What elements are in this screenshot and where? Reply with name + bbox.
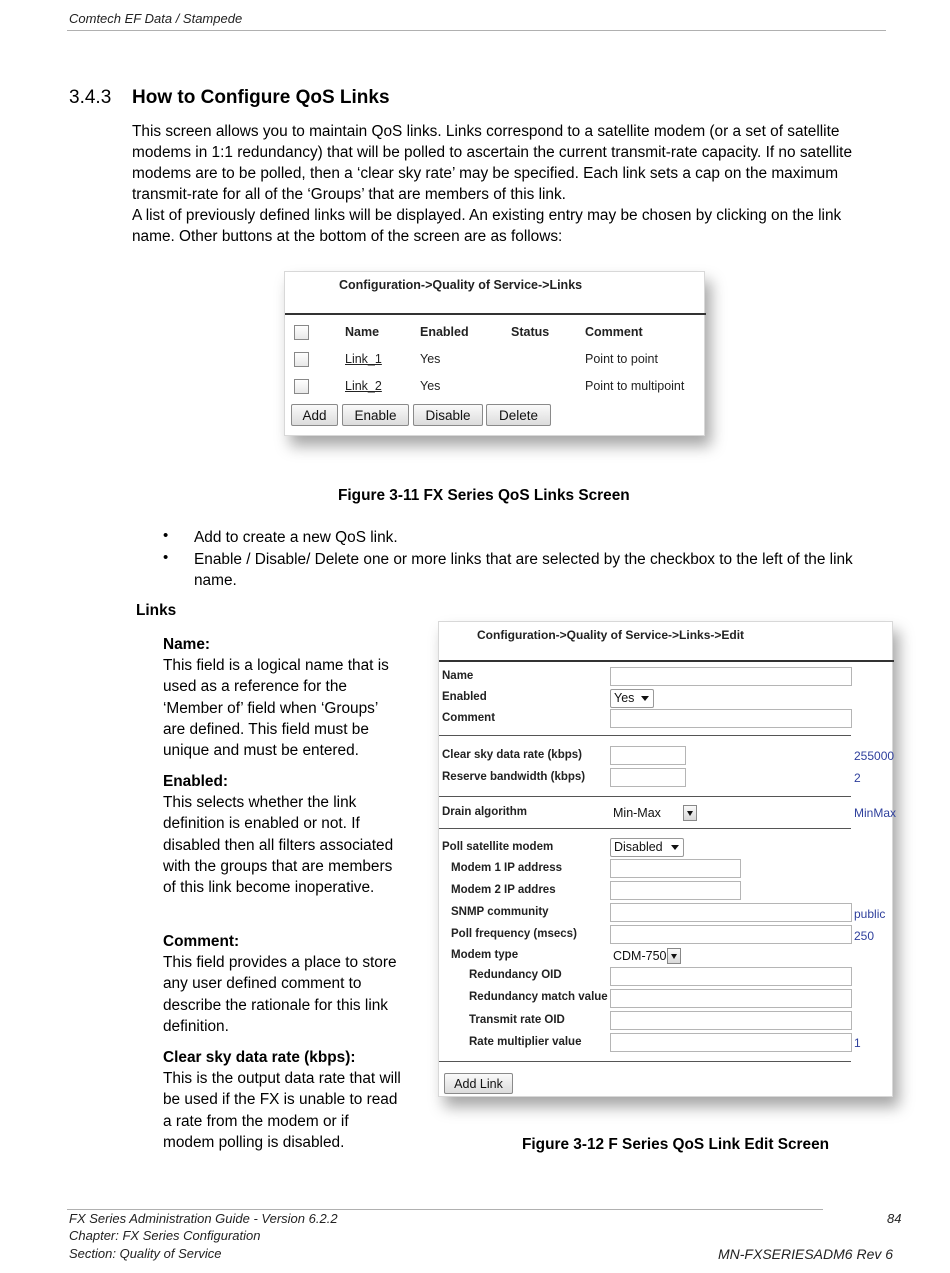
bullet-item: Add to create a new QoS link.	[194, 529, 398, 546]
add-button[interactable]: Add	[291, 404, 338, 426]
field-description-enabled	[163, 771, 403, 898]
column-header-enabled: Enabled	[420, 325, 469, 339]
red-oid-label: Redundancy OID	[469, 969, 562, 981]
qos-links-screenshot	[284, 271, 705, 436]
figure-caption: Figure 3-12 F Series QoS Link Edit Screen	[522, 1136, 830, 1153]
poll-freq-input[interactable]	[610, 925, 852, 944]
column-header-status: Status	[511, 325, 550, 339]
enable-button[interactable]: Enable	[342, 404, 409, 426]
select-all-checkbox[interactable]	[294, 325, 309, 340]
red-match-input[interactable]	[610, 989, 852, 1008]
column-header-comment: Comment	[585, 325, 643, 339]
bullet-icon: •	[163, 527, 169, 544]
field-description-clear-sky	[163, 1047, 403, 1153]
divider	[439, 1061, 851, 1062]
chevron-down-icon	[641, 696, 649, 701]
enabled-select[interactable]	[610, 689, 654, 708]
field-desc: This is the output data rate that will be used if the FX is unable to read a rate from the modem or if modem polling is disabled.	[163, 1070, 401, 1151]
comment-input[interactable]	[610, 709, 852, 728]
snmp-default: public	[854, 907, 886, 921]
running-header: Comtech EF Data / Stampede	[69, 11, 243, 26]
link-enabled: Yes	[420, 352, 441, 366]
drain-default: MinMax	[854, 806, 897, 820]
link-name[interactable]: Link_1	[345, 352, 382, 366]
field-term: Clear sky data rate (kbps):	[163, 1049, 356, 1066]
poll-modem-select[interactable]	[610, 838, 684, 857]
tx-oid-label: Transmit rate OID	[469, 1014, 565, 1026]
link-comment: Point to multipoint	[585, 379, 685, 393]
drain-label: Drain algorithm	[442, 806, 527, 818]
field-term: Comment:	[163, 933, 240, 950]
header-divider	[67, 30, 886, 31]
footer-chapter: Chapter: FX Series Configuration	[69, 1228, 261, 1243]
page-number: 84	[887, 1211, 902, 1226]
field-desc: This field provides a place to store any user defined comment to describe the rationale for this link definition.	[163, 954, 397, 1035]
name-input[interactable]	[610, 667, 852, 686]
red-oid-input[interactable]	[610, 967, 852, 986]
field-term: Enabled:	[163, 773, 228, 790]
link-name[interactable]: Link_2	[345, 379, 382, 393]
snmp-label: SNMP community	[451, 906, 549, 918]
title-rule	[439, 660, 894, 662]
field-term: Name:	[163, 636, 211, 653]
reserve-bw-input[interactable]	[610, 768, 686, 787]
rate-mult-label: Rate multiplier value	[469, 1036, 582, 1048]
divider	[439, 735, 851, 736]
figure-caption: Figure 3-11 FX Series QoS Links Screen	[338, 487, 630, 504]
modem2-ip-label: Modem 2 IP addres	[451, 884, 556, 896]
footer-divider	[67, 1209, 823, 1210]
breadcrumb: Configuration->Quality of Service->Links	[339, 278, 583, 292]
snmp-input[interactable]	[610, 903, 852, 922]
footer-guide: FX Series Administration Guide - Version 6.2.2	[69, 1211, 338, 1226]
red-match-label: Redundancy match value	[469, 991, 608, 1003]
field-description-comment	[163, 931, 403, 1037]
modem-type-label: Modem type	[451, 949, 519, 961]
document-id: MN-FXSERIESADM6 Rev 6	[718, 1246, 894, 1262]
field-desc: This selects whether the link definition is enabled or not. If disabled then all filters associated with the groups that are members of this link become inoperative.	[163, 794, 394, 897]
modem2-ip-input[interactable]	[610, 881, 741, 900]
enabled-value: Yes	[614, 691, 635, 705]
link-comment: Point to point	[585, 352, 658, 366]
poll-modem-label: Poll satellite modem	[442, 841, 554, 853]
bullet-item: Enable / Disable/ Delete one or more links that are selected by the checkbox to the left of the link name.	[194, 551, 853, 589]
modem-type-dropdown-icon[interactable]	[667, 948, 681, 964]
rate-mult-input[interactable]	[610, 1033, 852, 1052]
divider	[439, 828, 851, 829]
poll-modem-value: Disabled	[614, 840, 663, 854]
list-paragraph: A list of previously defined links will be displayed. An existing entry may be chosen by clicking on the link name. Other buttons at the bottom of the screen are as follows:	[132, 207, 842, 245]
comment-label: Comment	[442, 712, 496, 724]
intro-paragraph: This screen allows you to maintain QoS links. Links correspond to a satellite modem (or a set of satellite modems in 1:1 redundancy) that will be polled to ascertain the current transmit-rate capacity. If no satellite modems are to be polled, then a ‘clear sky rate’ may be specified. Each link sets a cap on the maximum transmit-rate for all of the ‘Groups’ that are members of this link.	[132, 123, 853, 203]
footer-section: Section: Quality of Service	[69, 1246, 222, 1261]
section-title: How to Configure QoS Links	[132, 87, 390, 108]
bullet-icon: •	[163, 549, 169, 566]
reserve-bw-default: 2	[854, 771, 861, 785]
modem-type-value: CDM-750	[613, 949, 667, 963]
rate-mult-default: 1	[854, 1036, 861, 1050]
divider	[439, 796, 851, 797]
poll-freq-default: 250	[854, 929, 875, 943]
delete-button[interactable]: Delete	[486, 404, 551, 426]
clear-sky-default: 255000	[854, 749, 895, 763]
section-number: 3.4.3	[69, 87, 112, 108]
link-enabled: Yes	[420, 379, 441, 393]
breadcrumb: Configuration->Quality of Service->Links->Edit	[477, 628, 745, 642]
modem1-ip-label: Modem 1 IP address	[451, 862, 562, 874]
modem1-ip-input[interactable]	[610, 859, 741, 878]
field-description-name	[163, 634, 403, 761]
disable-button[interactable]: Disable	[413, 404, 483, 426]
drain-dropdown-icon[interactable]	[683, 805, 697, 821]
link-edit-screenshot	[438, 621, 897, 1097]
tx-oid-input[interactable]	[610, 1011, 852, 1030]
links-heading: Links	[136, 602, 177, 619]
field-desc: This field is a logical name that is used as a reference for the ‘Member of’ field when ‘Groups’ are defined. This field must be unique and must be entered.	[163, 657, 389, 760]
reserve-bw-label: Reserve bandwidth (kbps)	[442, 771, 586, 783]
row-checkbox[interactable]	[294, 379, 309, 394]
enabled-label: Enabled	[442, 691, 487, 703]
column-header-name: Name	[345, 325, 380, 339]
clear-sky-input[interactable]	[610, 746, 686, 765]
name-label: Name	[442, 670, 474, 682]
title-rule	[285, 313, 706, 315]
chevron-down-icon	[671, 845, 679, 850]
row-checkbox[interactable]	[294, 352, 309, 367]
poll-freq-label: Poll frequency (msecs)	[451, 928, 577, 940]
add-link-button[interactable]: Add Link	[444, 1073, 513, 1094]
clear-sky-label: Clear sky data rate (kbps)	[442, 749, 582, 761]
drain-value: Min-Max	[613, 806, 661, 820]
